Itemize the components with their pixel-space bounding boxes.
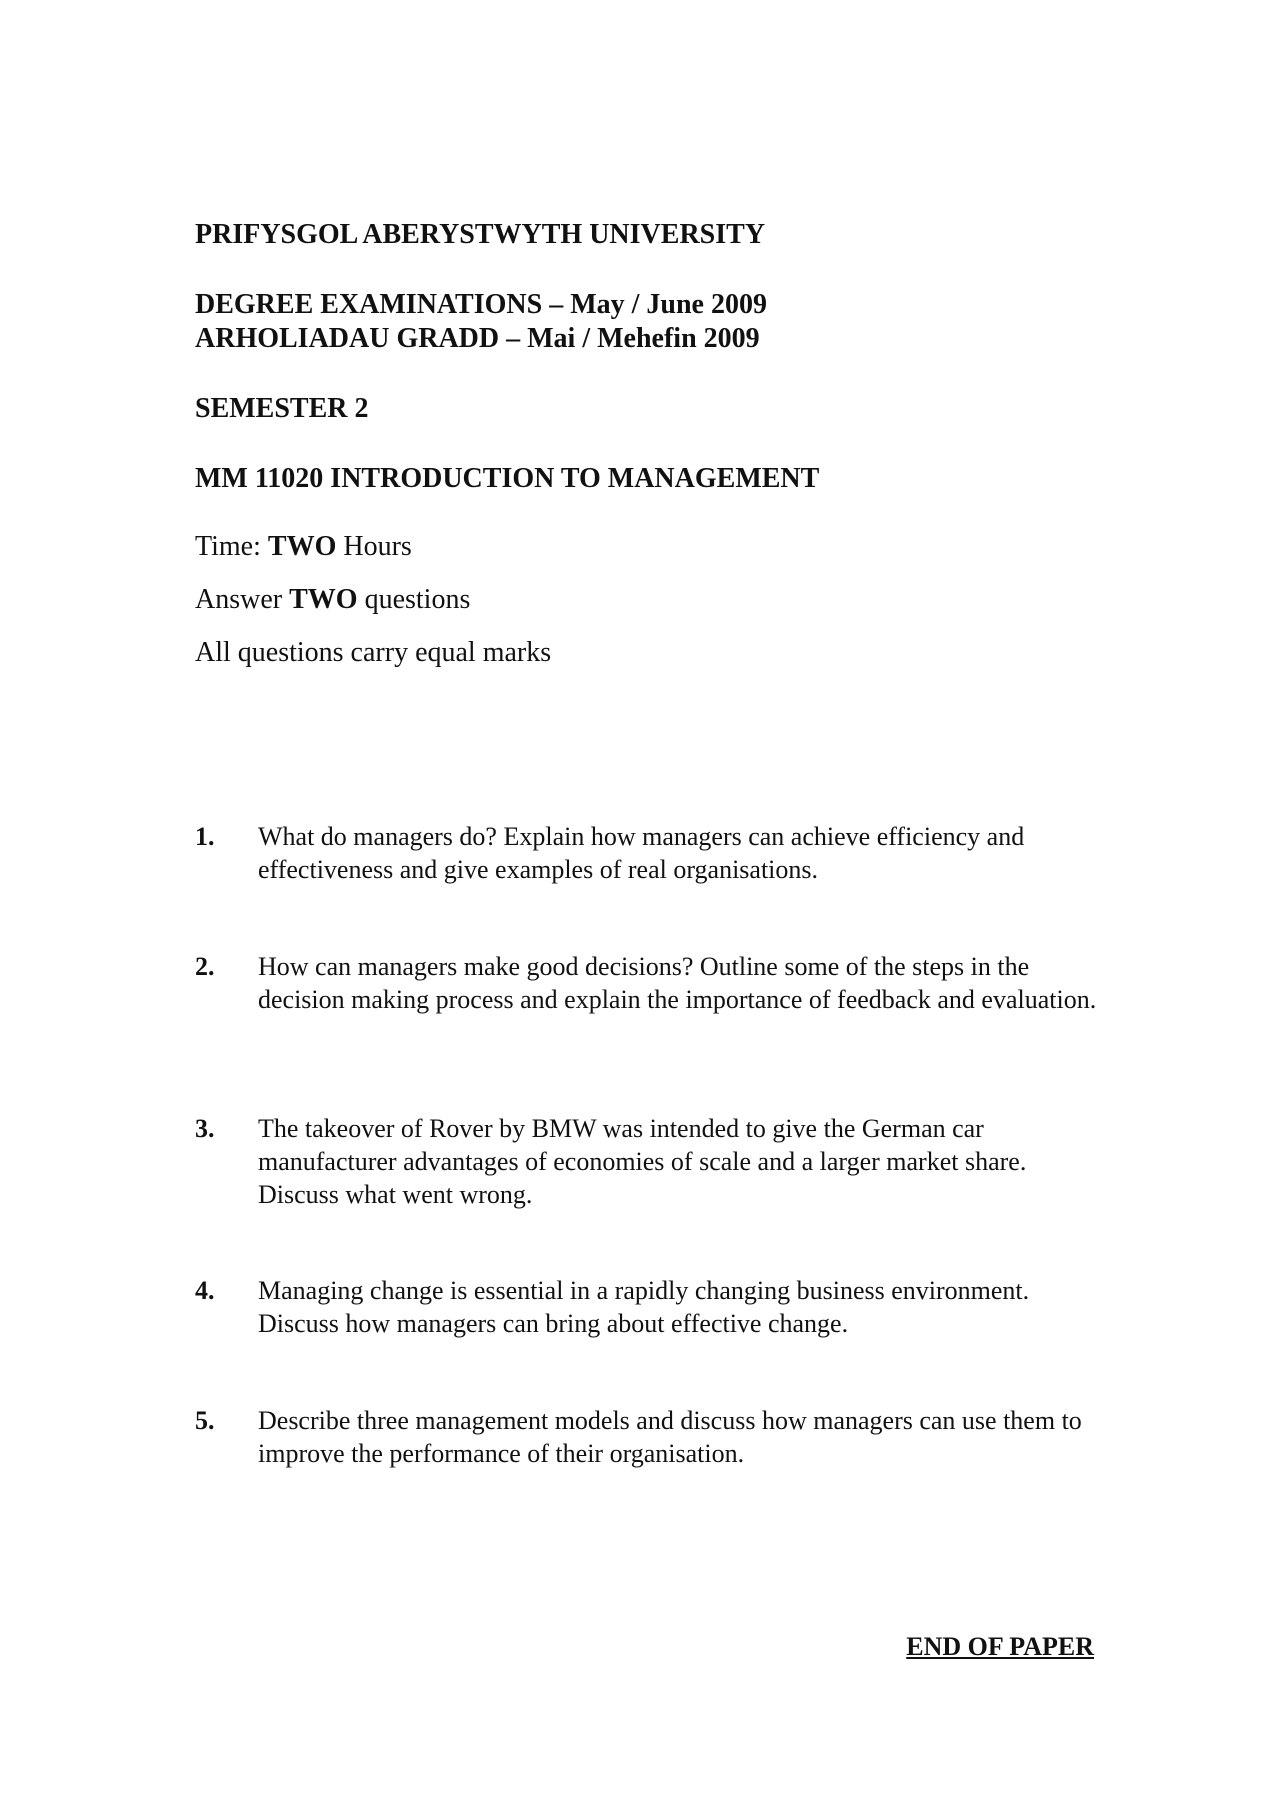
exam-title-welsh: ARHOLIADAU GRADD – Mai / Mehefin 2009 bbox=[195, 323, 760, 354]
question-text: What do managers do? Explain how managers can achieve efficiency and effectiveness and give examples of real organisations. bbox=[258, 822, 1025, 884]
time-prefix: Time: bbox=[195, 531, 268, 562]
answer-prefix: Answer bbox=[195, 584, 290, 615]
question-number: 1. bbox=[195, 822, 215, 851]
question-number: 2. bbox=[195, 952, 215, 981]
time-instruction bbox=[195, 530, 412, 564]
time-suffix: Hours bbox=[336, 531, 412, 562]
question-number: 5. bbox=[195, 1406, 215, 1435]
question-number: 3. bbox=[195, 1114, 215, 1143]
answer-suffix: questions bbox=[357, 584, 471, 615]
end-of-paper-label: END OF PAPER bbox=[906, 1632, 1094, 1661]
time-value: TWO bbox=[267, 531, 337, 562]
question-number: 4. bbox=[195, 1276, 215, 1305]
semester-label: SEMESTER 2 bbox=[195, 393, 369, 424]
question-text: The takeover of Rover by BMW was intended to give the German car manufacturer advantages of economies of scale and a larger market share. Discuss what went wrong. bbox=[258, 1114, 1027, 1209]
question-text: How can managers make good decisions? Outline some of the steps in the decision making process and explain the importance of feedback and evaluation. bbox=[258, 952, 1097, 1014]
answer-instruction bbox=[195, 583, 470, 617]
question-text: Managing change is essential in a rapidly changing business environment. Discuss how managers can bring about effective change. bbox=[258, 1276, 1030, 1338]
answer-value: TWO bbox=[289, 584, 358, 615]
university-title: PRIFYSGOL ABERYSTWYTH UNIVERSITY bbox=[195, 219, 766, 250]
marks-instruction: All questions carry equal marks bbox=[195, 637, 552, 668]
question-text: Describe three management models and discuss how managers can use them to improve the performance of their organisation. bbox=[258, 1406, 1082, 1468]
module-title: MM 11020 INTRODUCTION TO MANAGEMENT bbox=[195, 463, 820, 494]
exam-title-english: DEGREE EXAMINATIONS – May / June 2009 bbox=[195, 289, 767, 320]
